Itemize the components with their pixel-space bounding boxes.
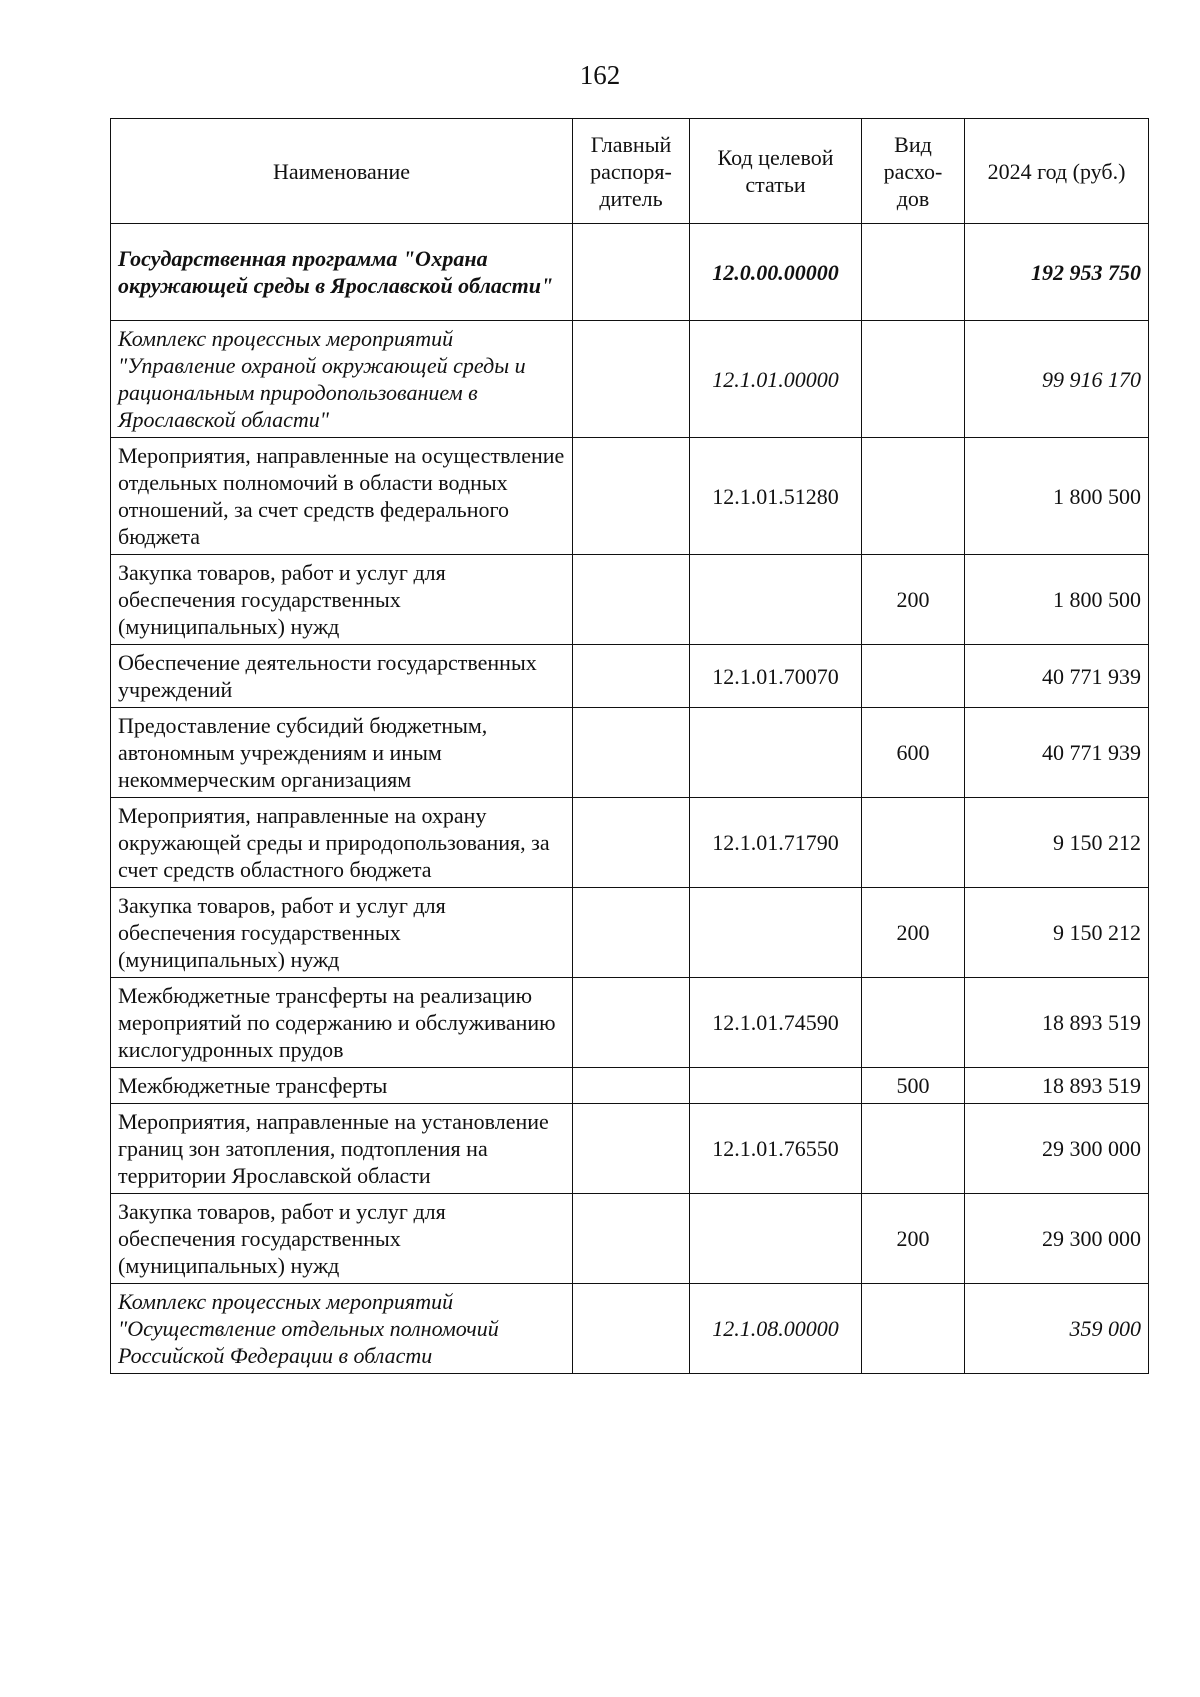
row-target-code: 12.1.01.70070 xyxy=(690,645,862,708)
row-chief-administrator xyxy=(573,708,690,798)
row-expense-type xyxy=(862,645,965,708)
row-chief-administrator xyxy=(573,978,690,1068)
table-row xyxy=(111,978,1149,1068)
row-amount: 9 150 212 xyxy=(965,798,1149,888)
page-number: 162 xyxy=(579,60,621,90)
row-expense-type xyxy=(862,438,965,555)
row-expense-type xyxy=(862,1284,965,1374)
row-chief-administrator xyxy=(573,438,690,555)
row-name: Закупка товаров, работ и услуг для обеспечения государственных (муниципальных) нужд xyxy=(111,1194,573,1284)
row-name: Государственная программа "Охрана окружающей среды в Ярославской области" xyxy=(111,224,573,321)
row-amount: 1 800 500 xyxy=(965,438,1149,555)
row-expense-type xyxy=(862,224,965,321)
row-expense-type: 600 xyxy=(862,708,965,798)
row-expense-type xyxy=(862,798,965,888)
row-target-code xyxy=(690,555,862,645)
budget-table xyxy=(110,118,1149,1374)
row-name: Предоставление субсидий бюджетным, автономным учреждениям и иным некоммерческим организациям xyxy=(111,708,573,798)
row-target-code xyxy=(690,888,862,978)
row-chief-administrator xyxy=(573,1284,690,1374)
row-amount: 1 800 500 xyxy=(965,555,1149,645)
row-target-code: 12.1.01.71790 xyxy=(690,798,862,888)
header-target-code: Код целевой статьи xyxy=(690,119,862,224)
table-row xyxy=(111,888,1149,978)
row-name: Закупка товаров, работ и услуг для обеспечения государственных (муниципальных) нужд xyxy=(111,888,573,978)
row-chief-administrator xyxy=(573,1104,690,1194)
row-amount: 359 000 xyxy=(965,1284,1149,1374)
header-name: Наименование xyxy=(111,119,573,224)
table-row xyxy=(111,555,1149,645)
row-target-code: 12.1.01.76550 xyxy=(690,1104,862,1194)
row-target-code xyxy=(690,708,862,798)
row-amount: 29 300 000 xyxy=(965,1194,1149,1284)
row-name: Межбюджетные трансферты на реализацию мероприятий по содержанию и обслуживанию кислогудронных прудов xyxy=(111,978,573,1068)
row-expense-type: 200 xyxy=(862,1194,965,1284)
header-expense-type: Вид расхо-дов xyxy=(862,119,965,224)
table-row xyxy=(111,1068,1149,1104)
row-amount: 99 916 170 xyxy=(965,321,1149,438)
row-amount: 18 893 519 xyxy=(965,1068,1149,1104)
row-target-code: 12.0.00.00000 xyxy=(690,224,862,321)
table-row xyxy=(111,224,1149,321)
table-row xyxy=(111,321,1149,438)
row-amount: 40 771 939 xyxy=(965,708,1149,798)
row-name: Комплекс процессных мероприятий "Осуществление отдельных полномочий Российской Федерации в области xyxy=(111,1284,573,1374)
header-amount-2024: 2024 год (руб.) xyxy=(965,119,1149,224)
row-target-code xyxy=(690,1194,862,1284)
row-chief-administrator xyxy=(573,224,690,321)
row-chief-administrator xyxy=(573,645,690,708)
table-row xyxy=(111,438,1149,555)
header-chief-administrator: Главный распоря-дитель xyxy=(573,119,690,224)
row-name: Мероприятия, направленные на охрану окружающей среды и природопользования, за счет средств областного бюджета xyxy=(111,798,573,888)
row-target-code: 12.1.01.74590 xyxy=(690,978,862,1068)
table-row xyxy=(111,645,1149,708)
row-expense-type: 500 xyxy=(862,1068,965,1104)
table-row xyxy=(111,1284,1149,1374)
row-target-code: 12.1.01.51280 xyxy=(690,438,862,555)
row-target-code: 12.1.08.00000 xyxy=(690,1284,862,1374)
table-row xyxy=(111,1194,1149,1284)
table-row xyxy=(111,798,1149,888)
row-name: Закупка товаров, работ и услуг для обеспечения государственных (муниципальных) нужд xyxy=(111,555,573,645)
row-name: Мероприятия, направленные на осуществление отдельных полномочий в области водных отношений, за счет средств федерального бюджета xyxy=(111,438,573,555)
row-target-code: 12.1.01.00000 xyxy=(690,321,862,438)
row-expense-type xyxy=(862,321,965,438)
row-expense-type: 200 xyxy=(862,555,965,645)
row-chief-administrator xyxy=(573,888,690,978)
row-name: Мероприятия, направленные на установление границ зон затопления, подтопления на территории Ярославской области xyxy=(111,1104,573,1194)
row-amount: 29 300 000 xyxy=(965,1104,1149,1194)
row-amount: 9 150 212 xyxy=(965,888,1149,978)
row-chief-administrator xyxy=(573,321,690,438)
row-amount: 18 893 519 xyxy=(965,978,1149,1068)
table-row xyxy=(111,708,1149,798)
row-chief-administrator xyxy=(573,798,690,888)
row-name: Комплекс процессных мероприятий "Управление охраной окружающей среды и рациональным природопользованием в Ярославской области" xyxy=(111,321,573,438)
row-name: Обеспечение деятельности государственных учреждений xyxy=(111,645,573,708)
row-target-code xyxy=(690,1068,862,1104)
row-name: Межбюджетные трансферты xyxy=(111,1068,573,1104)
row-amount: 40 771 939 xyxy=(965,645,1149,708)
row-chief-administrator xyxy=(573,1068,690,1104)
row-expense-type: 200 xyxy=(862,888,965,978)
row-amount: 192 953 750 xyxy=(965,224,1149,321)
row-expense-type xyxy=(862,978,965,1068)
row-expense-type xyxy=(862,1104,965,1194)
row-chief-administrator xyxy=(573,1194,690,1284)
table-header-row xyxy=(111,119,1149,224)
table-row xyxy=(111,1104,1149,1194)
row-chief-administrator xyxy=(573,555,690,645)
